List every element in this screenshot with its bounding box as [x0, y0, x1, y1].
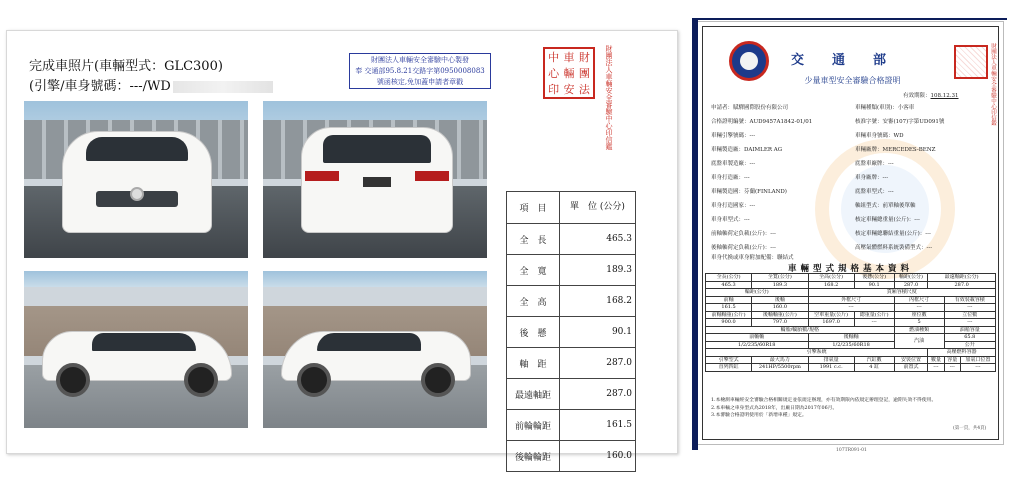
table-cell: 有效裝載容積: [944, 296, 995, 304]
table-cell: 797.0: [752, 319, 808, 327]
table-cell: 後懸(公分): [854, 274, 894, 282]
table-cell: 161.5: [559, 410, 635, 441]
table-cell: 燃油種類: [894, 326, 944, 334]
table-cell: 90.1: [559, 317, 635, 348]
table-row: [706, 326, 996, 334]
table-row: [507, 379, 636, 410]
validity: 有效期限：108.12.31: [903, 93, 959, 99]
table-cell: 287.0: [559, 379, 635, 410]
table-cell: 總重量(公斤): [854, 311, 894, 319]
header-unit: 單 位 (公分): [559, 192, 635, 224]
field-right: 核定車輛總重量(公斤)：---: [855, 217, 920, 223]
field-left: 後軸軸荷定負載(公斤)：---: [711, 245, 776, 251]
table-row: [706, 281, 996, 289]
certificate-subtitle: 少量車型安全審驗合格證明: [804, 76, 901, 85]
spec-table-title: 車輛型式規格基本資料: [787, 264, 913, 274]
table-cell: 空車重量(公斤): [808, 311, 854, 319]
table-cell: 立位數: [944, 311, 995, 319]
table-cell: 汽缸數: [854, 356, 894, 364]
table-cell: 189.3: [559, 255, 635, 286]
field-right: 軸組型式：前單軸後單軸: [855, 203, 916, 209]
table-cell: 公升: [944, 341, 995, 349]
table-cell: 座位數: [894, 311, 944, 319]
table-cell: 排氣量: [808, 356, 854, 364]
table-cell: 241HP/5500rpm: [752, 364, 808, 372]
authority-stamp: 財團法人車輛安全審驗中心製發 奉 交通部95.8.21交路字第0950008083 號函核定,免加蓋申請者章戳: [349, 53, 491, 89]
table-cell: 全 長: [507, 224, 560, 255]
table-cell: 287.0: [894, 281, 928, 289]
photo-sheet-page: [6, 30, 678, 463]
table-cell: 軸 距: [507, 348, 560, 379]
table-row: [706, 274, 996, 282]
table-cell: 全 高: [507, 286, 560, 317]
table-cell: ---: [894, 304, 944, 312]
field-left: 車身打造廠：---: [711, 175, 750, 181]
table-cell: 後軸軸: [808, 334, 894, 342]
table-cell: 160.0: [559, 441, 635, 472]
table-cell: 5: [894, 319, 944, 327]
certificate-title: 交通部: [790, 53, 914, 68]
field-right: 核定車輛總聯結重量(公斤)：---: [855, 231, 931, 237]
table-row: [706, 341, 996, 349]
table-cell: 後軸軸重(公斤): [752, 311, 808, 319]
table-row: [507, 441, 636, 472]
dimensions-table: [506, 191, 636, 472]
table-cell: ---: [944, 304, 995, 312]
field-right: 車輛種類(車別)：小客車: [855, 105, 915, 111]
certificate-seal: [954, 45, 988, 79]
table-row: [706, 304, 996, 312]
table-cell: 65.8: [944, 334, 995, 342]
table-cell: 全寬(公分): [752, 274, 808, 282]
table-cell: 465.3: [559, 224, 635, 255]
table-cell: 外框尺寸: [808, 296, 894, 304]
table-cell: 安裝位置: [894, 356, 928, 364]
table-row: [507, 348, 636, 379]
car-photo-right-side: [263, 271, 487, 428]
document-code: 107TR091-01: [836, 448, 867, 453]
table-row: [706, 296, 996, 304]
table-row: [706, 364, 996, 372]
table-cell: 4 缸: [854, 364, 894, 372]
table-cell: 前軸軸重(公斤): [706, 311, 752, 319]
field-right: 核准字號：安審(107)字第UD091號: [855, 119, 945, 125]
table-cell: 內框尺寸: [894, 296, 944, 304]
field-left: 車輛引擎號碼：---: [711, 133, 756, 139]
table-cell: 全高(公分): [808, 274, 854, 282]
table-cell: 1991 c.c.: [808, 364, 854, 372]
table-row: [706, 356, 996, 364]
table-cell: 160.0: [752, 304, 808, 312]
field-right: 車輛廠牌：MERCEDES-BENZ: [855, 147, 936, 153]
field-left: 底盤車製造廠：---: [711, 161, 756, 167]
field-left: 車輛製造國：芬蘭(FINLAND): [711, 189, 787, 195]
table-cell: 汽油: [894, 334, 944, 349]
table-cell: 465.3: [706, 281, 752, 289]
table-cell: ---: [960, 364, 995, 372]
table-cell: 數量: [928, 356, 944, 364]
table-cell: 168.2: [559, 286, 635, 317]
table-cell: 容量: [944, 356, 960, 364]
redacted-vin: [173, 81, 273, 93]
table-row: [507, 224, 636, 255]
table-cell: 1/2/235/60R18: [706, 341, 809, 349]
field-right: 車身廠牌：---: [855, 175, 889, 181]
table-cell: 前軸: [706, 296, 752, 304]
page-footer: (第一頁，共4頁): [953, 426, 987, 431]
field-right: 高壓氣體燃料系統裝備型式：---: [855, 245, 933, 251]
table-cell: ---: [928, 364, 944, 372]
table-row: [706, 334, 996, 342]
table-cell: 貨廂容積尺度: [808, 289, 995, 297]
table-cell: 前輪輪距: [507, 410, 560, 441]
field-right: 底盤車廠牌：---: [855, 161, 894, 167]
table-cell: 直列四缸: [706, 364, 752, 372]
spec-table: [705, 273, 996, 372]
table-cell: 最大馬力: [752, 356, 808, 364]
table-row: [706, 349, 996, 357]
table-cell: ---: [854, 319, 894, 327]
table-cell: 189.3: [752, 281, 808, 289]
table-cell: 前置式: [894, 364, 928, 372]
table-cell: 油箱容量: [944, 326, 995, 334]
car-photo-rear: [263, 101, 487, 258]
table-row: [507, 255, 636, 286]
table-cell: 輪距(公分): [706, 289, 809, 297]
table-cell: 前軸軸: [706, 334, 809, 342]
field-right: 車輛車身號碼：WD: [855, 133, 904, 139]
table-cell: 全 寬: [507, 255, 560, 286]
table-cell: 引擎型式: [706, 356, 752, 364]
sheet-subtitle: (引擎/車身號碼：---/WD: [29, 75, 273, 94]
table-row: [507, 317, 636, 348]
table-cell: 90.1: [854, 281, 894, 289]
seal-vertical-text: 財團法人車輛安全審驗中心印信鑑: [605, 45, 613, 150]
table-cell: 287.0: [559, 348, 635, 379]
field-left: 車輛製造廠：DAIMLER AG: [711, 147, 783, 153]
red-seal: 中 車 財 心 輛 團 印 安 法: [543, 47, 595, 99]
table-cell: 後輪輪距: [507, 441, 560, 472]
car-photo-left-side: [24, 271, 248, 428]
table-row: [507, 286, 636, 317]
table-row: [706, 289, 996, 297]
car-photo-front: [24, 101, 248, 258]
field-left: 車身車型式：---: [711, 217, 750, 223]
table-cell: 287.0: [928, 281, 996, 289]
sheet-title: 完成車照片(車輛型式：GLC300): [29, 59, 223, 74]
table-cell: 引擎系統: [706, 349, 928, 357]
table-cell: 軸距(公分): [894, 274, 928, 282]
table-cell: 161.5: [706, 304, 752, 312]
table-row: [706, 319, 996, 327]
field-left: 車身打造國家：---: [711, 203, 756, 209]
certificate-page: [697, 21, 1004, 445]
certificate-notes: 1.本檢測車輛經安全審驗合格相關規定並依規定辦理，亦有效期限內依規定辦理登記，逾期失效不得使用。 2.本車輛之車身型式為2018年，出廠日期為2017年06月。 3.本審驗合格證明使用於「新增車種」規定。: [711, 398, 937, 418]
field-right: 底盤車型式：---: [855, 189, 894, 195]
table-cell: 後軸: [752, 296, 808, 304]
ministry-emblem-icon: [729, 41, 769, 81]
table-cell: 168.2: [808, 281, 854, 289]
table-cell: ---: [944, 364, 960, 372]
table-cell: 後 懸: [507, 317, 560, 348]
table-row: [507, 410, 636, 441]
table-cell: 全長(公分): [706, 274, 752, 282]
table-cell: 1697.0: [808, 319, 854, 327]
table-cell: 900.0: [706, 319, 752, 327]
table-cell: 最遠軸距: [507, 379, 560, 410]
table-cell: ---: [944, 319, 995, 327]
table-cell: 1/2/235/60R18: [808, 341, 894, 349]
table-cell: 高壓燃料容器: [928, 349, 996, 357]
field-left: 車身代換或車身附加配備：聯結式: [711, 255, 794, 261]
table-cell: ---: [808, 304, 894, 312]
table-row: [706, 311, 996, 319]
field-left: 合格證明編號：AUD9457A1842-01/01: [711, 119, 813, 125]
field-left: 前軸軸荷定負載(公斤)：---: [711, 231, 776, 237]
certificate-seal-text: 財團法人車輛安全審驗中心印信鑑: [990, 43, 996, 126]
table-cell: 最遠軸距(公分): [928, 274, 996, 282]
field-left: 申請者：賦驛國際股份有限公司: [711, 105, 789, 111]
header-item: 項 目: [507, 192, 560, 224]
table-cell: 加氣口位置: [960, 356, 995, 364]
table-cell: 輪胎/輪胎數/規格: [706, 326, 895, 334]
